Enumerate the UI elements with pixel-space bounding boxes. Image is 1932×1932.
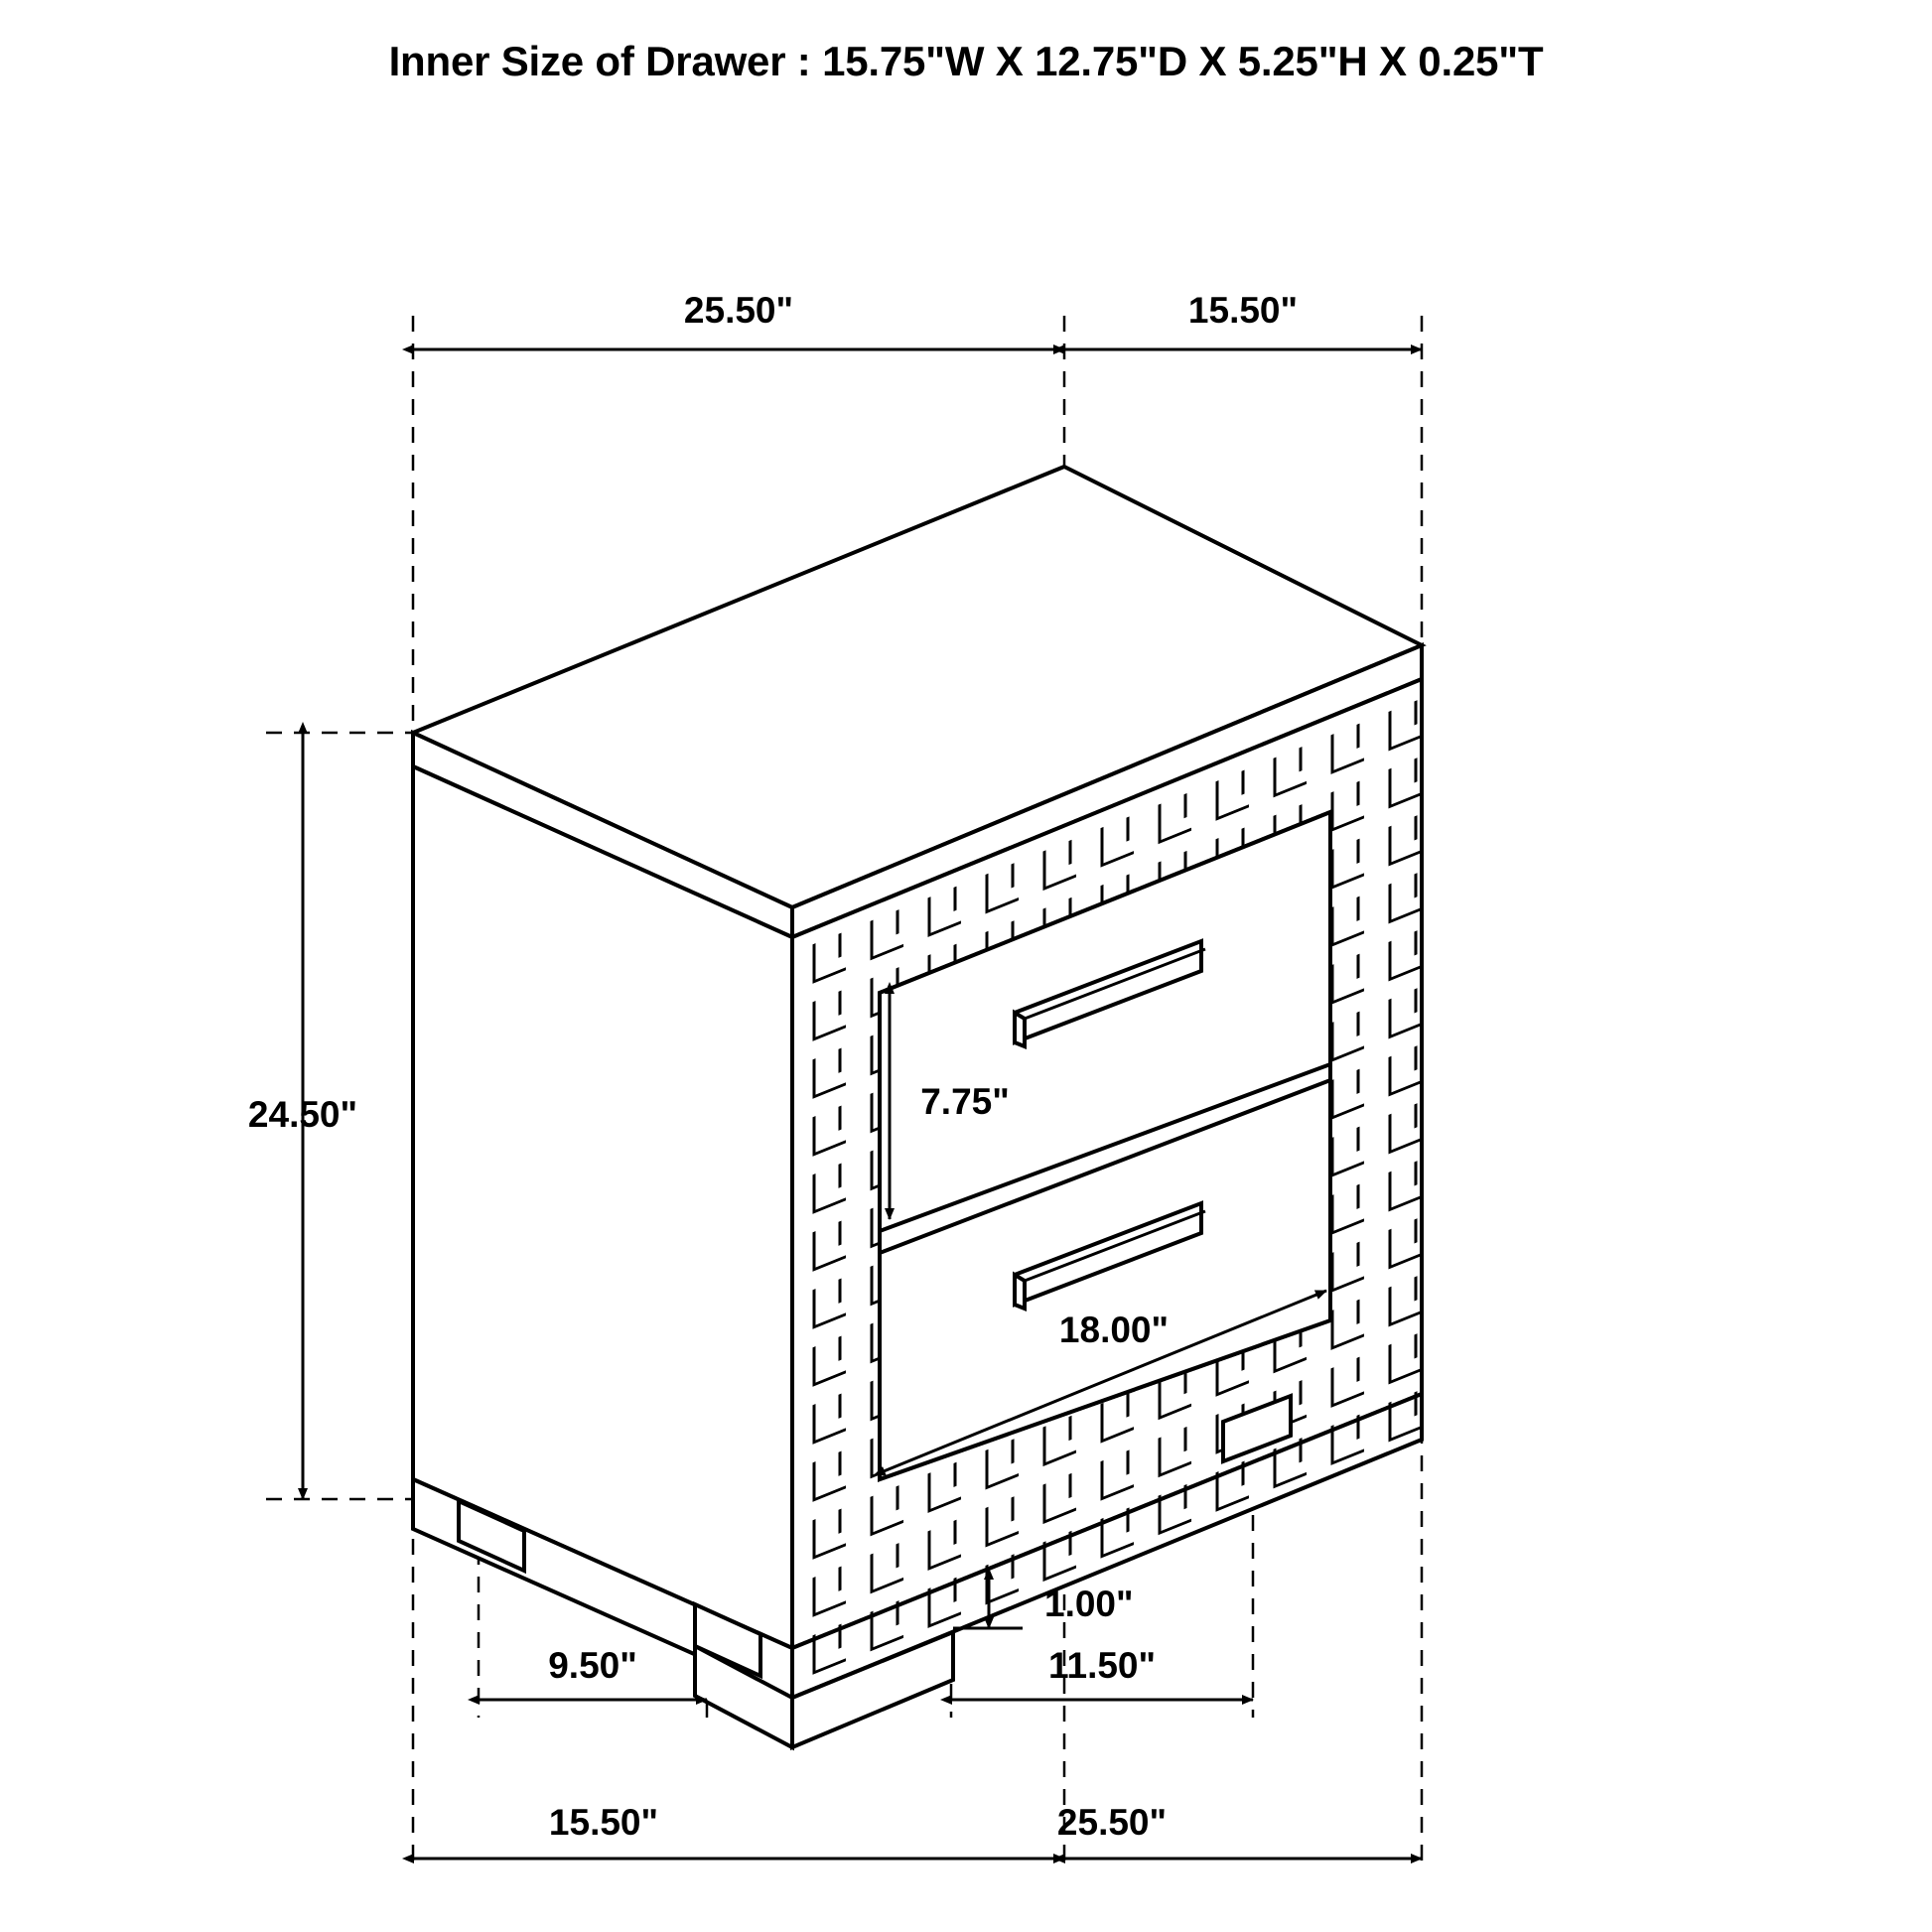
label-drawer-height: 7.75" — [920, 1081, 1010, 1122]
label-base-width: 25.50" — [1056, 1802, 1168, 1843]
label-base-depth: 15.50" — [548, 1802, 659, 1843]
label-front-foot: 11.50" — [1047, 1645, 1157, 1686]
nightstand-illustration — [413, 467, 1422, 1747]
page-title: Inner Size of Drawer : 15.75"W X 12.75"D X 5.25"H X 0.25"T — [388, 38, 1544, 84]
label-top-width: 25.50" — [683, 290, 794, 331]
label-drawer-width: 18.00" — [1058, 1310, 1170, 1350]
label-height: 24.50" — [247, 1094, 358, 1135]
label-side-foot: 9.50" — [548, 1645, 637, 1686]
label-top-depth: 15.50" — [1187, 290, 1299, 331]
label-leg-height: 1.00" — [1044, 1584, 1134, 1624]
